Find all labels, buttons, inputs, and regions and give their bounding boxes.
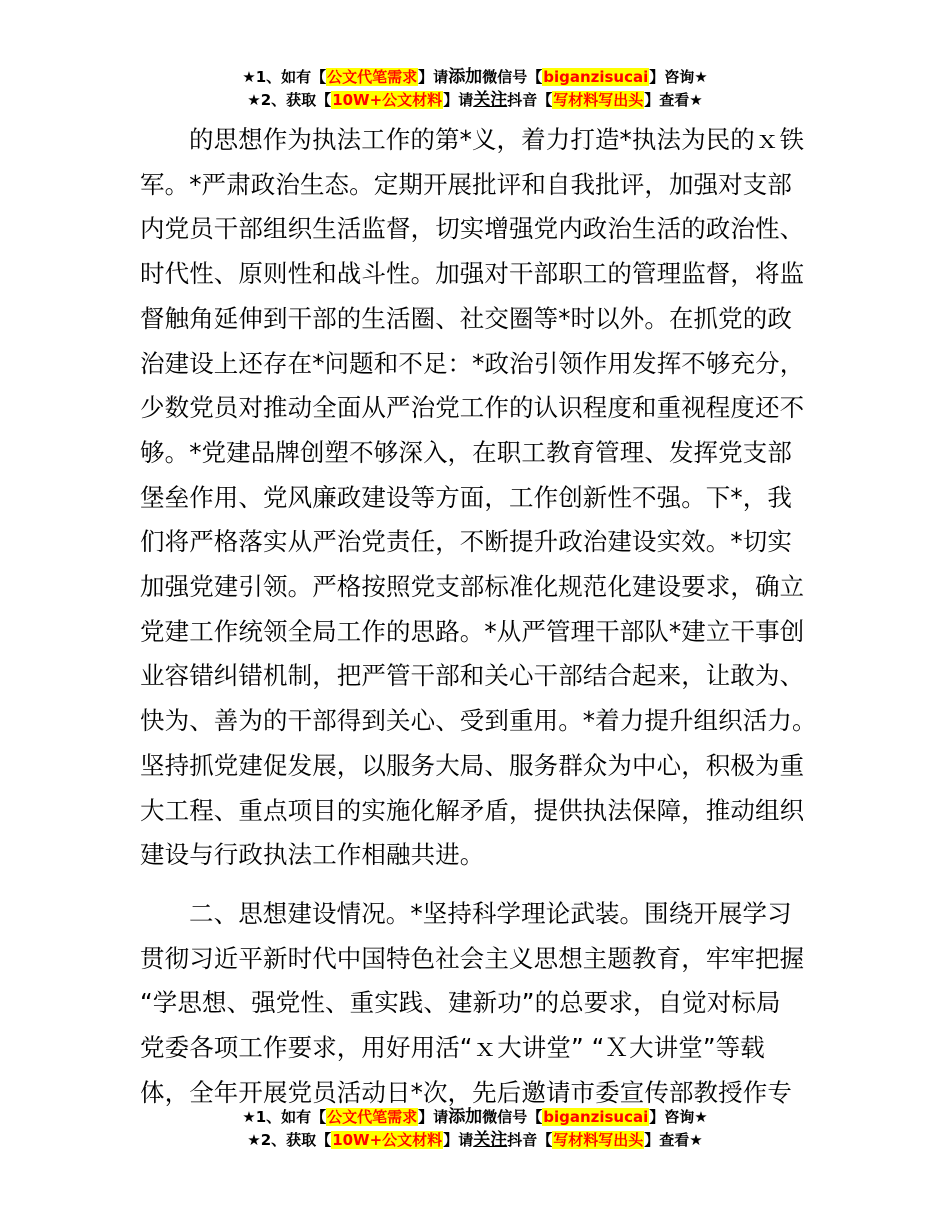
banner-line-1-mid: 】请 — [418, 68, 449, 86]
footer-line-2-mid: 】请 — [443, 1131, 474, 1149]
footer-highlight-materials: 10W+公文材料 — [332, 1131, 443, 1149]
body-line: 大工程、重点项目的实施化解矛盾，提供执法保障，推动组织 — [140, 795, 805, 825]
footer-line-1-emphasis: 添加 — [448, 1107, 483, 1127]
body-line: 业容错纠错机制，把严管干部和关心干部结合起来，让敢为、 — [140, 661, 805, 691]
banner-line-1-mid2: 微信号【 — [482, 68, 543, 86]
body-line: 建设与行政执法工作相融共进。 — [140, 840, 485, 870]
footer-line-1-mid: 】请 — [418, 1108, 449, 1126]
footer-line-2-emphasis: 关注 — [473, 1130, 508, 1150]
body-line: 坚持抓党建促发展，以服务大局、服务群众为中心，积极为重 — [140, 750, 805, 780]
section-heading-line: 二、思想建设情况。*坚持科学理论武装。围绕开展学习 — [189, 898, 792, 928]
banner-highlight-wechat: biganzisucai — [543, 68, 649, 86]
body-line: 贯彻习近平新时代中国特色社会主义思想主题教育，牢牢把握 — [140, 943, 805, 973]
body-line: 内党员干部组织生活监督，切实增强党内政治生活的政治性、 — [140, 214, 805, 244]
banner-line-1-suffix: 】咨询★ — [649, 68, 708, 86]
body-line: “学思想、强党性、重实践、建新功”的总要求，自觉对标局 — [140, 988, 781, 1018]
body-line: 加强党建引领。严格按照党支部标准化规范化建设要求，确立 — [140, 572, 805, 602]
document-body — [140, 118, 820, 1115]
banner-highlight-service: 公文代笔需求 — [327, 68, 418, 86]
banner-highlight-douyin: 写材料写出头 — [553, 91, 644, 109]
body-line: 快为、善为的干部得到关心、受到重用。*着力提升组织活力。 — [140, 706, 817, 736]
banner-line-2-mid: 】请 — [443, 91, 474, 109]
body-line: 堡垒作用、党风廉政建设等方面，工作创新性不强。下*，我 — [140, 482, 792, 512]
body-line: 党委各项工作要求，用好用活“ｘ大讲堂” “Ｘ大讲堂”等载 — [140, 1033, 765, 1063]
body-line: 少数党员对推动全面从严治党工作的认识程度和重视程度还不 — [140, 393, 805, 423]
body-line: 们将严格落实从严治党责任，不断提升政治建设实效。*切实 — [140, 527, 792, 557]
footer-highlight-service: 公文代笔需求 — [327, 1108, 418, 1126]
body-line: 时代性、原则性和战斗性。加强对干部职工的管理监督，将监 — [140, 259, 805, 289]
banner-line-2-emphasis: 关注 — [473, 90, 508, 110]
banner-line-2-prefix: ★2、获取【 — [247, 91, 332, 109]
footer-highlight-douyin: 写材料写出头 — [553, 1131, 644, 1149]
footer-banner — [0, 1106, 950, 1152]
banner-line-1 — [0, 66, 950, 89]
footer-highlight-wechat: biganzisucai — [543, 1108, 649, 1126]
footer-line-2 — [0, 1129, 950, 1152]
body-line: 党建工作统领全局工作的思路。*从严管理干部队*建立干事创 — [140, 616, 805, 646]
footer-line-2-prefix: ★2、获取【 — [247, 1131, 332, 1149]
footer-line-1-suffix: 】咨询★ — [649, 1108, 708, 1126]
header-banner — [0, 66, 950, 112]
body-line: 够。*党建品牌创塑不够深入，在职工教育管理、发挥党支部 — [140, 437, 792, 467]
footer-line-2-mid2: 抖音【 — [507, 1131, 553, 1149]
banner-line-1-emphasis: 添加 — [448, 67, 483, 87]
footer-line-2-suffix: 】查看★ — [644, 1131, 703, 1149]
body-line: 的思想作为执法工作的第*义，着力打造*执法为民的ｘ铁 — [189, 125, 805, 154]
footer-line-1 — [0, 1106, 950, 1129]
body-line: 体，全年开展党员活动日*次，先后邀请市委宣传部教授作专 — [140, 1077, 792, 1107]
banner-line-2-mid2: 抖音【 — [507, 91, 553, 109]
banner-line-2 — [0, 89, 950, 112]
body-line: 督触角延伸到干部的生活圈、社交圈等*时以外。在抓党的政 — [140, 303, 792, 333]
footer-line-1-prefix: ★1、如有【 — [242, 1108, 327, 1126]
banner-highlight-materials: 10W+公文材料 — [332, 91, 443, 109]
body-line: 军。*严肃政治生态。定期开展批评和自我批评，加强对支部 — [140, 169, 792, 199]
footer-line-1-mid2: 微信号【 — [482, 1108, 543, 1126]
banner-line-2-suffix: 】查看★ — [644, 91, 703, 109]
banner-line-1-prefix: ★1、如有【 — [242, 68, 327, 86]
body-line: 治建设上还存在*问题和不足：*政治引领作用发挥不够充分， — [140, 348, 805, 378]
